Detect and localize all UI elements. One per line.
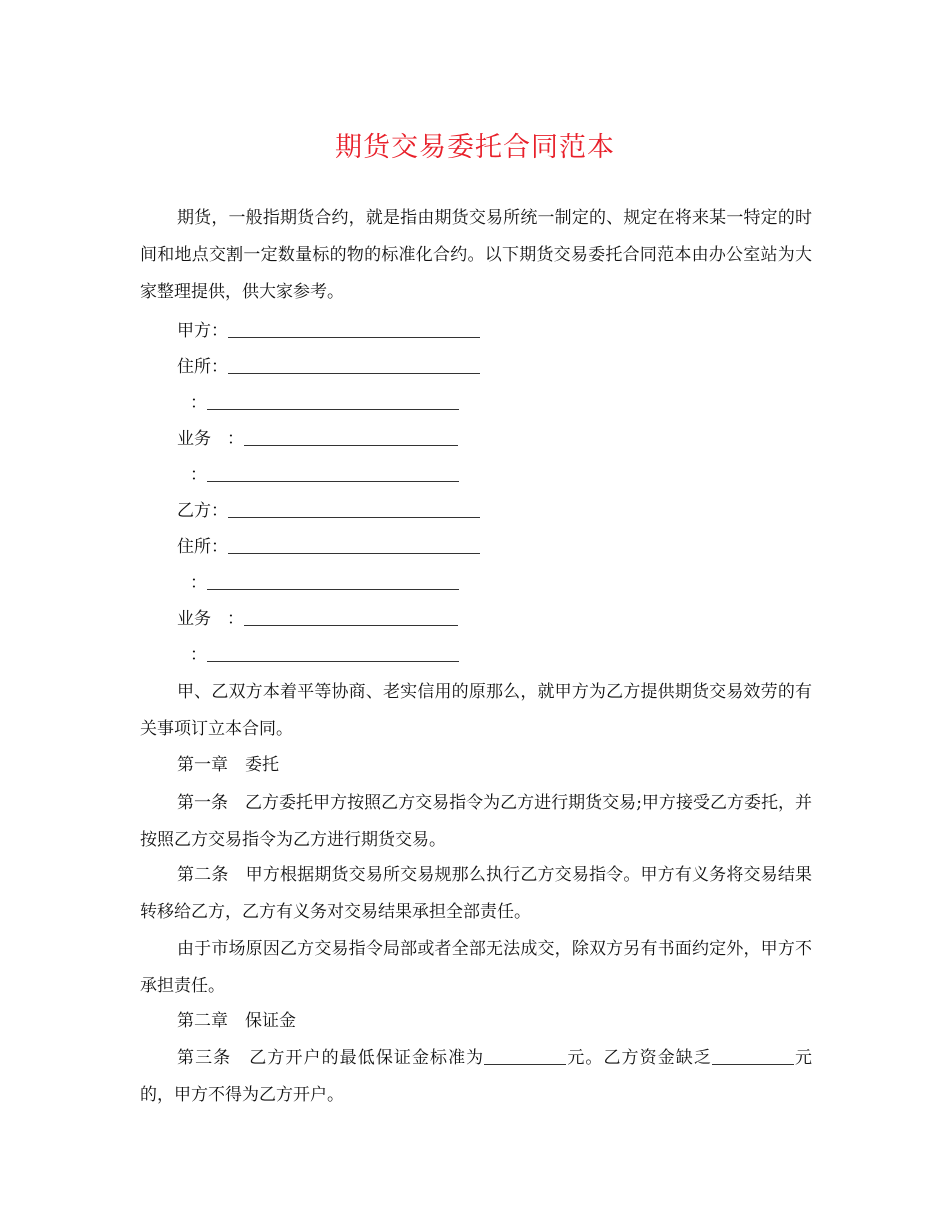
party-a-field1-blank[interactable] [207,389,459,410]
party-a-business-label: 业务 [177,429,211,449]
min-deposit-blank[interactable] [484,1044,566,1065]
party-a-address-line [177,352,480,382]
party-a-address-blank[interactable] [228,353,480,374]
party-a-field2-blank[interactable] [207,461,459,482]
party-b-field2-blank[interactable] [207,641,459,662]
article-2: 第二条 甲方根据期货交易所交易规那么执行乙方交易指令。甲方有义务将交易结果转移给乙方，乙方有义务对交易结果承担全部责任。 [140,865,812,922]
party-a-field1-label: ： [190,393,207,413]
party-a-label: 甲方： [177,321,228,341]
article-3 [140,1040,812,1114]
party-a-address-label: 住所： [177,357,228,377]
insufficient-funds-blank[interactable] [712,1044,794,1065]
party-a-field2-label: ： [190,465,207,485]
party-b-label: 乙方： [177,501,228,521]
article-1: 第一条 乙方委托甲方按照乙方交易指令为乙方进行期货交易;甲方接受乙方委托，并按照乙方交易指令为乙方进行期货交易。 [140,793,812,850]
document-title: 期货交易委托合同范本 [335,132,615,163]
party-a-business-line [177,424,458,454]
party-a-field2-line [190,460,459,490]
party-a-line [177,316,480,346]
party-a-business-colon: ： [227,429,244,449]
party-b-address-line [177,532,480,562]
party-a-blank[interactable] [228,317,480,338]
party-b-blank[interactable] [228,497,480,518]
party-b-address-label: 住所： [177,537,228,557]
party-b-line [177,496,480,526]
party-b-field1-line [190,568,459,598]
party-b-field2-label: ： [190,645,207,665]
party-b-field2-line [190,640,459,670]
agreement-paragraph: 甲、乙双方本着平等协商、老实信用的原那么，就甲方为乙方提供期货交易效劳的有关事项订立本合同。 [140,682,812,739]
party-b-field1-label: ： [190,573,207,593]
party-b-business-colon: ： [227,609,244,629]
article-3-part1: 第三条 乙方开户的最低保证金标准为 [177,1048,485,1068]
chapter-2-heading: 第二章 保证金 [177,1011,296,1031]
party-a-business-blank[interactable] [244,425,458,446]
article-3-part2: 元。乙方资金缺乏 [566,1048,712,1068]
party-b-address-blank[interactable] [228,533,480,554]
party-b-business-line [177,604,458,634]
article-2-note: 由于市场原因乙方交易指令局部或者全部无法成交，除双方另有书面约定外，甲方不承担责任。 [140,939,812,996]
chapter-1-heading: 第一章 委托 [177,755,279,775]
article-3-part3: 元的，甲方不得为乙方开户。 [140,1048,813,1105]
party-b-business-label: 业务 [177,609,211,629]
intro-paragraph: 期货，一般指期货合约，就是指由期货交易所统一制定的、规定在将来某一特定的时间和地点交割一定数量标的物的标准化合约。以下期货交易委托合同范本由办公室站为大家整理提供，供大家参考。 [140,208,812,302]
party-a-field1-line [190,388,459,418]
party-b-business-blank[interactable] [244,605,458,626]
party-b-field1-blank[interactable] [207,569,459,590]
